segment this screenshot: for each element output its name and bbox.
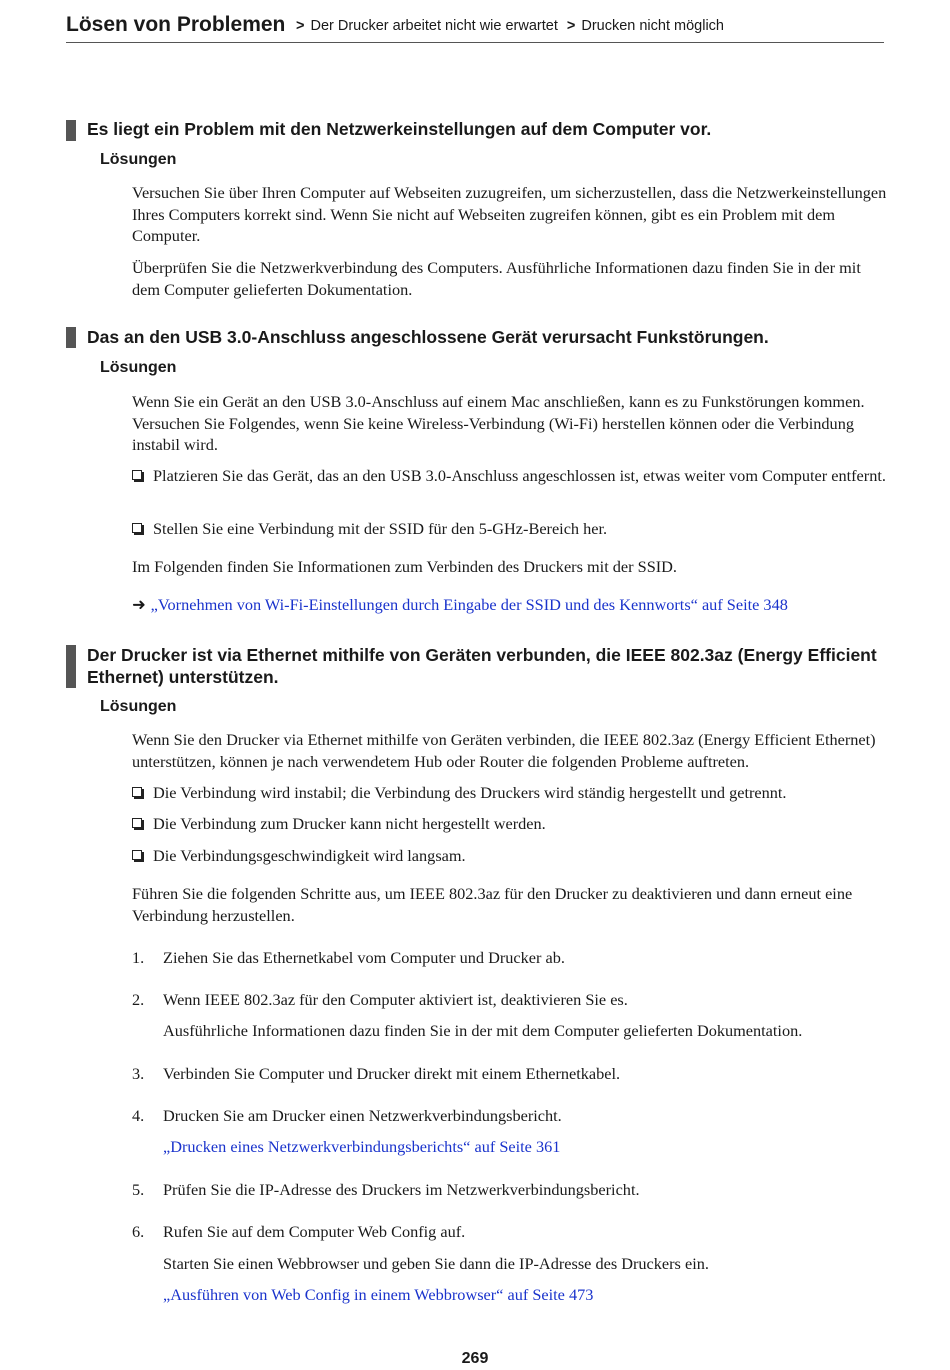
list-item	[132, 813, 887, 835]
checkbox-bullet-icon	[132, 787, 142, 797]
step-detail: Starten Sie einen Webbrowser und geben Sie dann die IP-Adresse des Druckers ein.	[163, 1254, 709, 1273]
paragraph: Wenn Sie ein Gerät an den USB 3.0-Anschluss auf einem Mac anschließen, kann es zu Funkstörungen kommen. Versuchen Sie Folgendes, wenn Sie keine Wireless-Verbindung (Wi-Fi) herstellen können oder die Verbindung instabil wird.	[132, 392, 865, 454]
list-item-text: Platzieren Sie das Gerät, das an den USB 3.0-Anschluss angeschlossen ist, etwas weiter vom Computer entfernt.	[153, 466, 886, 485]
list-item	[132, 782, 887, 804]
checkbox-bullet-icon	[132, 523, 142, 533]
step-number: 1.	[132, 948, 145, 967]
step-text: Wenn IEEE 802.3az für den Computer aktiviert ist, deaktivieren Sie es.	[163, 990, 628, 1009]
step-text: Drucken Sie am Drucker einen Netzwerkverbindungsbericht.	[163, 1106, 562, 1125]
heading-bar	[66, 645, 76, 688]
heading-bar	[66, 120, 76, 141]
breadcrumb-separator: >	[296, 18, 305, 34]
paragraph: Wenn Sie den Drucker via Ethernet mithilfe von Geräten verbinden, die IEEE 802.3az (Energy Efficient Ethernet) unterstützen, können je nach verwendetem Hub oder Router die folgenden Probleme auftreten.	[132, 730, 876, 771]
heading-bar	[66, 327, 76, 348]
breadcrumb-item-current: Drucken nicht möglich	[581, 18, 724, 34]
list-item	[132, 518, 887, 540]
solutions-label: Lösungen	[100, 698, 177, 715]
paragraph: Im Folgenden finden Sie Informationen zum Verbinden des Druckers mit der SSID.	[132, 557, 678, 576]
step-number: 6.	[132, 1222, 145, 1241]
list-item-text: Die Verbindung wird instabil; die Verbindung des Druckers wird ständig hergestellt und getrennt.	[153, 783, 787, 802]
checkbox-bullet-icon	[132, 470, 142, 480]
step-text: Verbinden Sie Computer und Drucker direkt mit einem Ethernetkabel.	[163, 1064, 621, 1083]
checkbox-bullet-icon	[132, 818, 142, 828]
arrow-right-icon: ➜	[132, 595, 146, 614]
step-text: Rufen Sie auf dem Computer Web Config auf.	[163, 1222, 466, 1241]
link-text[interactable]: „Vornehmen von Wi-Fi-Einstellungen durch Eingabe der SSID und des Kennworts“ auf Seite 348	[150, 595, 788, 614]
breadcrumb-separator: >	[566, 18, 576, 34]
paragraph: Versuchen Sie über Ihren Computer auf Webseiten zuzugreifen, um sicherzustellen, dass die Netzwerkeinstellungen Ihres Computers korrekt sind. Wenn Sie nicht auf Webseiten zugreifen können, gibt es ein Problem mit dem Computer.	[132, 183, 887, 245]
step-number: 5.	[132, 1180, 145, 1199]
chapter-title: Lösen von Problemen	[66, 13, 286, 36]
step-detail: Ausführliche Informationen dazu finden Sie in der mit dem Computer gelieferten Dokumentation.	[163, 1021, 803, 1040]
step-number: 3.	[132, 1064, 145, 1083]
step-text: Ziehen Sie das Ethernetkabel vom Computer und Drucker ab.	[163, 948, 565, 967]
cross-reference-link[interactable]: „Drucken eines Netzwerkverbindungsberichts“ auf Seite 361	[163, 1137, 561, 1156]
list-item	[132, 845, 887, 867]
list-item-text: Stellen Sie eine Verbindung mit der SSID für den 5-GHz-Bereich her.	[153, 519, 608, 538]
step-number: 2.	[132, 990, 145, 1009]
cross-reference-link[interactable]	[132, 594, 788, 616]
page-number: 269	[461, 1350, 489, 1367]
running-header	[66, 10, 884, 43]
solutions-label: Lösungen	[100, 359, 177, 376]
step-number: 4.	[132, 1106, 145, 1125]
list-item-text: Die Verbindungsgeschwindigkeit wird langsam.	[153, 846, 466, 865]
solutions-label: Lösungen	[100, 151, 177, 168]
paragraph: Überprüfen Sie die Netzwerkverbindung des Computers. Ausführliche Informationen dazu finden Sie in der mit dem Computer gelieferten Dokumentation.	[132, 258, 861, 299]
section-heading: Der Drucker ist via Ethernet mithilfe von Geräten verbunden, die IEEE 802.3az (Energy Efficient Ethernet) unterstützen.	[87, 645, 877, 687]
section-heading: Es liegt ein Problem mit den Netzwerkeinstellungen auf dem Computer vor.	[87, 119, 712, 139]
breadcrumb	[287, 18, 724, 34]
step-text: Prüfen Sie die IP-Adresse des Druckers im Netzwerkverbindungsbericht.	[163, 1180, 640, 1199]
section-heading: Das an den USB 3.0-Anschluss angeschlossene Gerät verursacht Funkstörungen.	[87, 327, 769, 347]
breadcrumb-item[interactable]: Der Drucker arbeitet nicht wie erwartet	[310, 18, 558, 34]
list-item	[132, 465, 887, 487]
cross-reference-link[interactable]: „Ausführen von Web Config in einem Webbrowser“ auf Seite 473	[163, 1285, 594, 1304]
list-item-text: Die Verbindung zum Drucker kann nicht hergestellt werden.	[153, 814, 546, 833]
paragraph: Führen Sie die folgenden Schritte aus, um IEEE 802.3az für den Drucker zu deaktivieren und dann erneut eine Verbindung herzustellen.	[132, 884, 853, 925]
checkbox-bullet-icon	[132, 850, 142, 860]
